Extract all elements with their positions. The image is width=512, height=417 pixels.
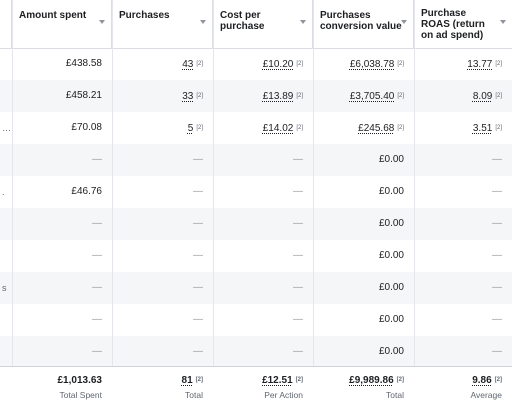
empty-value: — <box>193 250 203 261</box>
table-row[interactable] <box>0 304 512 336</box>
cell-purchases <box>112 176 213 208</box>
metric-value: £0.00 <box>378 186 404 197</box>
total-purchases <box>112 367 213 417</box>
cell-cpp <box>213 304 313 336</box>
total-caption: Per Action <box>264 390 303 400</box>
empty-value: — <box>193 314 203 325</box>
sort-caret-icon[interactable] <box>99 20 105 24</box>
empty-value: — <box>293 282 303 293</box>
empty-value: — <box>193 346 203 357</box>
total-value: £1,013.63 <box>57 375 102 386</box>
metric-link[interactable]: 43 <box>182 59 194 70</box>
cell-cpp <box>213 144 313 176</box>
cell-amount <box>12 304 112 336</box>
column-header-label: Cost per purchase <box>220 10 265 32</box>
cell-pcv <box>313 80 414 112</box>
empty-value: — <box>193 154 203 165</box>
metric-value: £438.58 <box>65 58 102 69</box>
cell-pcv <box>313 176 414 208</box>
metric-link[interactable]: £10.20 <box>262 59 294 70</box>
cell-cpp <box>213 272 313 304</box>
empty-value: — <box>92 314 102 325</box>
empty-value: — <box>293 314 303 325</box>
cell-roas <box>414 272 512 304</box>
cell-cpp <box>213 240 313 272</box>
cell-pcv <box>313 208 414 240</box>
cell-amount <box>12 240 112 272</box>
cell-purchases <box>112 80 213 112</box>
empty-value: — <box>492 282 502 293</box>
cell-cpp <box>213 112 313 144</box>
table-row[interactable] <box>0 272 512 304</box>
reference-marker: [2] <box>296 61 303 67</box>
empty-value: — <box>492 314 502 325</box>
cell-roas <box>414 112 512 144</box>
reference-marker: [2] <box>494 377 502 383</box>
reference-marker: [2] <box>196 93 203 99</box>
metric-link[interactable]: 3.51 <box>472 123 493 134</box>
metric-link[interactable]: £14.02 <box>262 123 294 134</box>
column-header-purchase-roas[interactable] <box>414 0 512 48</box>
metric-value: £0.00 <box>378 282 404 293</box>
column-divider <box>313 0 314 416</box>
metric-value: £70.08 <box>71 122 102 133</box>
reference-marker: [2] <box>196 125 203 131</box>
reference-marker: [2] <box>296 93 303 99</box>
empty-value: — <box>492 154 502 165</box>
cell-roas <box>414 176 512 208</box>
column-header-purchases-conversion-value[interactable] <box>313 0 414 48</box>
cell-roas <box>414 240 512 272</box>
empty-value: — <box>492 218 502 229</box>
metric-value: £0.00 <box>378 314 404 325</box>
cell-purchases <box>112 304 213 336</box>
table-row[interactable] <box>0 240 512 272</box>
column-header-cost-per-purchase[interactable] <box>213 0 313 48</box>
reference-marker: [2] <box>195 377 203 383</box>
metric-link[interactable]: £3,705.40 <box>349 91 395 102</box>
empty-value: — <box>293 346 303 357</box>
column-header-label: Purchases <box>119 10 170 21</box>
total-value[interactable]: £9,989.86 <box>349 375 394 386</box>
total-cost-per-purchase <box>213 367 313 417</box>
metric-value: £0.00 <box>378 218 404 229</box>
table-row[interactable] <box>0 112 512 144</box>
column-divider <box>112 0 113 416</box>
cell-purchases <box>112 48 213 80</box>
cell-purchases <box>112 144 213 176</box>
table-row[interactable] <box>0 48 512 80</box>
cell-pcv <box>313 144 414 176</box>
empty-value: — <box>492 346 502 357</box>
table-header <box>0 0 512 49</box>
total-caption: Total <box>185 390 203 400</box>
cell-amount <box>12 336 112 368</box>
empty-value: — <box>193 218 203 229</box>
cell-amount <box>12 48 112 80</box>
reference-marker: [2] <box>295 377 303 383</box>
empty-value: — <box>92 282 102 293</box>
cell-roas <box>414 208 512 240</box>
empty-value: — <box>92 218 102 229</box>
total-caption: Average <box>470 390 502 400</box>
total-amount-spent <box>12 367 112 417</box>
empty-value: — <box>293 186 303 197</box>
cell-roas <box>414 144 512 176</box>
reference-marker: [2] <box>296 125 303 131</box>
sort-caret-icon[interactable] <box>300 20 306 24</box>
empty-value: — <box>92 250 102 261</box>
table-row[interactable] <box>0 176 512 208</box>
metric-value: £0.00 <box>378 346 404 357</box>
reference-marker: [2] <box>396 377 404 383</box>
cell-amount <box>12 112 112 144</box>
cell-cpp <box>213 80 313 112</box>
empty-value: — <box>492 250 502 261</box>
cell-cpp <box>213 48 313 80</box>
column-header-label: Purchases conversion value <box>320 10 402 32</box>
empty-value: — <box>293 218 303 229</box>
metric-link[interactable]: £6,038.78 <box>349 59 395 70</box>
metric-value: £46.76 <box>71 186 102 197</box>
total-value[interactable]: £12.51 <box>262 375 293 386</box>
column-divider <box>12 0 13 416</box>
metric-link[interactable]: 8.09 <box>472 91 493 102</box>
cell-cpp <box>213 176 313 208</box>
cell-roas <box>414 48 512 80</box>
column-divider <box>414 0 415 416</box>
cell-pcv <box>313 304 414 336</box>
cell-roas <box>414 336 512 368</box>
empty-value: — <box>92 346 102 357</box>
cell-amount <box>12 272 112 304</box>
empty-value: — <box>293 154 303 165</box>
row-name-fragment: s <box>2 283 7 293</box>
cell-purchases <box>112 112 213 144</box>
table-row[interactable] <box>0 144 512 176</box>
reference-marker: [2] <box>397 93 404 99</box>
metric-link[interactable]: £13.89 <box>262 91 294 102</box>
column-header-label: Purchase ROAS (return on ad spend) <box>421 8 485 41</box>
total-roas <box>414 367 512 417</box>
cell-purchases <box>112 208 213 240</box>
metric-link[interactable]: £245.68 <box>358 123 395 134</box>
cell-roas <box>414 304 512 336</box>
table-footer-totals <box>0 366 512 417</box>
reference-marker: [2] <box>397 61 404 67</box>
table-row[interactable] <box>0 208 512 240</box>
cell-pcv <box>313 336 414 368</box>
empty-value: — <box>92 154 102 165</box>
cell-amount <box>12 80 112 112</box>
table-row[interactable] <box>0 80 512 112</box>
table-row[interactable] <box>0 336 512 368</box>
empty-value: — <box>492 186 502 197</box>
sort-caret-icon[interactable] <box>200 20 206 24</box>
metric-value: £0.00 <box>378 250 404 261</box>
cell-pcv <box>313 48 414 80</box>
sort-caret-icon[interactable] <box>500 20 506 24</box>
empty-value: — <box>193 186 203 197</box>
total-value[interactable]: 81 <box>181 375 193 386</box>
cell-amount <box>12 208 112 240</box>
cell-roas <box>414 80 512 112</box>
total-value[interactable]: 9.86 <box>472 375 492 386</box>
column-header-amount-spent[interactable] <box>12 0 112 48</box>
cell-amount <box>12 144 112 176</box>
cell-cpp <box>213 208 313 240</box>
cell-amount <box>12 176 112 208</box>
reference-marker: [2] <box>196 61 203 67</box>
cell-pcv <box>313 112 414 144</box>
metric-link[interactable]: 13.77 <box>467 59 493 70</box>
cell-purchases <box>112 336 213 368</box>
sort-caret-icon[interactable] <box>401 20 407 24</box>
total-caption: Total Spent <box>59 390 102 400</box>
column-divider <box>213 0 214 416</box>
empty-value: — <box>293 250 303 261</box>
column-header-label: Amount spent <box>19 10 87 21</box>
column-header-purchases[interactable] <box>112 0 213 48</box>
reference-marker: [2] <box>495 125 502 131</box>
row-name-fragment: … <box>2 123 11 133</box>
cell-purchases <box>112 240 213 272</box>
metric-value: £0.00 <box>378 154 404 165</box>
metric-link[interactable]: 5 <box>187 123 194 134</box>
reference-marker: [2] <box>495 61 502 67</box>
metric-value: £458.21 <box>65 90 102 101</box>
empty-value: — <box>193 282 203 293</box>
header-edge-cell <box>0 0 12 48</box>
row-name-fragment: . <box>2 187 5 197</box>
total-caption: Total <box>386 390 404 400</box>
total-conversion-value <box>313 367 414 417</box>
cell-cpp <box>213 336 313 368</box>
reference-marker: [2] <box>495 93 502 99</box>
metric-link[interactable]: 33 <box>182 91 194 102</box>
cell-pcv <box>313 272 414 304</box>
reference-marker: [2] <box>397 125 404 131</box>
cell-purchases <box>112 272 213 304</box>
cell-pcv <box>313 240 414 272</box>
